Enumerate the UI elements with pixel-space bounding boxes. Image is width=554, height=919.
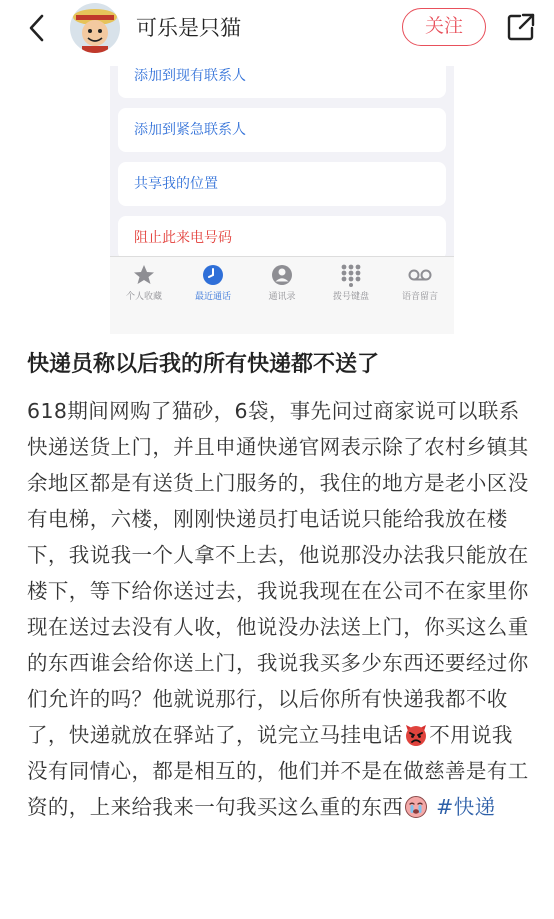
top-bar (0, 0, 554, 56)
person-icon (270, 263, 294, 287)
shot-tab-label: 最近通话 (194, 292, 231, 302)
clock-icon (201, 263, 225, 287)
shot-tab-recents (179, 263, 247, 303)
post-body-text-2: 不用说我没有同情心，都是相互的，他们并不是在做慈善是有工资的，上来给我来一句我买这么重的东西 (27, 723, 529, 819)
avatar-image (70, 3, 120, 53)
keypad-icon (339, 263, 363, 287)
back-arrow-icon[interactable] (22, 12, 54, 44)
post-image[interactable] (110, 66, 454, 334)
shot-tab-favorites (110, 263, 178, 303)
shot-row-share-location: 共享我的位置 (118, 162, 446, 206)
voicemail-icon (408, 263, 432, 287)
avatar[interactable] (70, 3, 120, 53)
shot-row-block-caller: 阻止此来电号码 (118, 216, 446, 260)
shot-tab-voicemail (386, 263, 454, 303)
post-body-text: 618期间网购了猫砂，6袋，事先问过商家说可以联系快递送货上门，并且申通快递官网表示除了农村乡镇其余地区都是有送货上门服务的，我住的地方是老小区没有电梯，六楼，刚刚快递员打电话说只能给我放在楼下，我说我一个人拿不上去，他说那没办法我只能放在楼下，等下给你送过去，我说我现在在公司不在家里你现在送过去没有人收，他说没办法送上门，你买这么重的东西谁会给你送上门，我说我买多少东西还要经过你们允许的吗？他就说那行，以后你所有快递我都不收了，快递就放在驿站了，说完立马挂电话 (27, 399, 529, 747)
shot-tab-bar (110, 256, 454, 334)
crying-face-emoji (404, 795, 428, 819)
username[interactable]: 可乐是只猫 (136, 16, 241, 40)
star-icon (132, 263, 156, 287)
share-icon[interactable] (504, 10, 538, 44)
shot-tab-label: 个人收藏 (125, 292, 162, 302)
shot-row-add-emergency: 添加到紧急联系人 (118, 108, 446, 152)
shot-tab-label: 语音留言 (401, 292, 438, 302)
angry-devil-emoji (404, 723, 428, 747)
shot-tab-contacts (248, 263, 316, 303)
hashtag-link[interactable]: #快递 (436, 795, 496, 819)
shot-tab-label: 拨号键盘 (332, 292, 369, 302)
post-title: 快递员称以后我的所有快递都不送了 (27, 352, 380, 377)
post-body (27, 393, 533, 825)
shot-tab-keypad (317, 263, 385, 303)
shot-row-add-existing: 添加到现有联系人 (118, 66, 446, 98)
follow-button[interactable]: 关注 (402, 8, 486, 46)
shot-tab-label: 通讯录 (268, 292, 296, 302)
